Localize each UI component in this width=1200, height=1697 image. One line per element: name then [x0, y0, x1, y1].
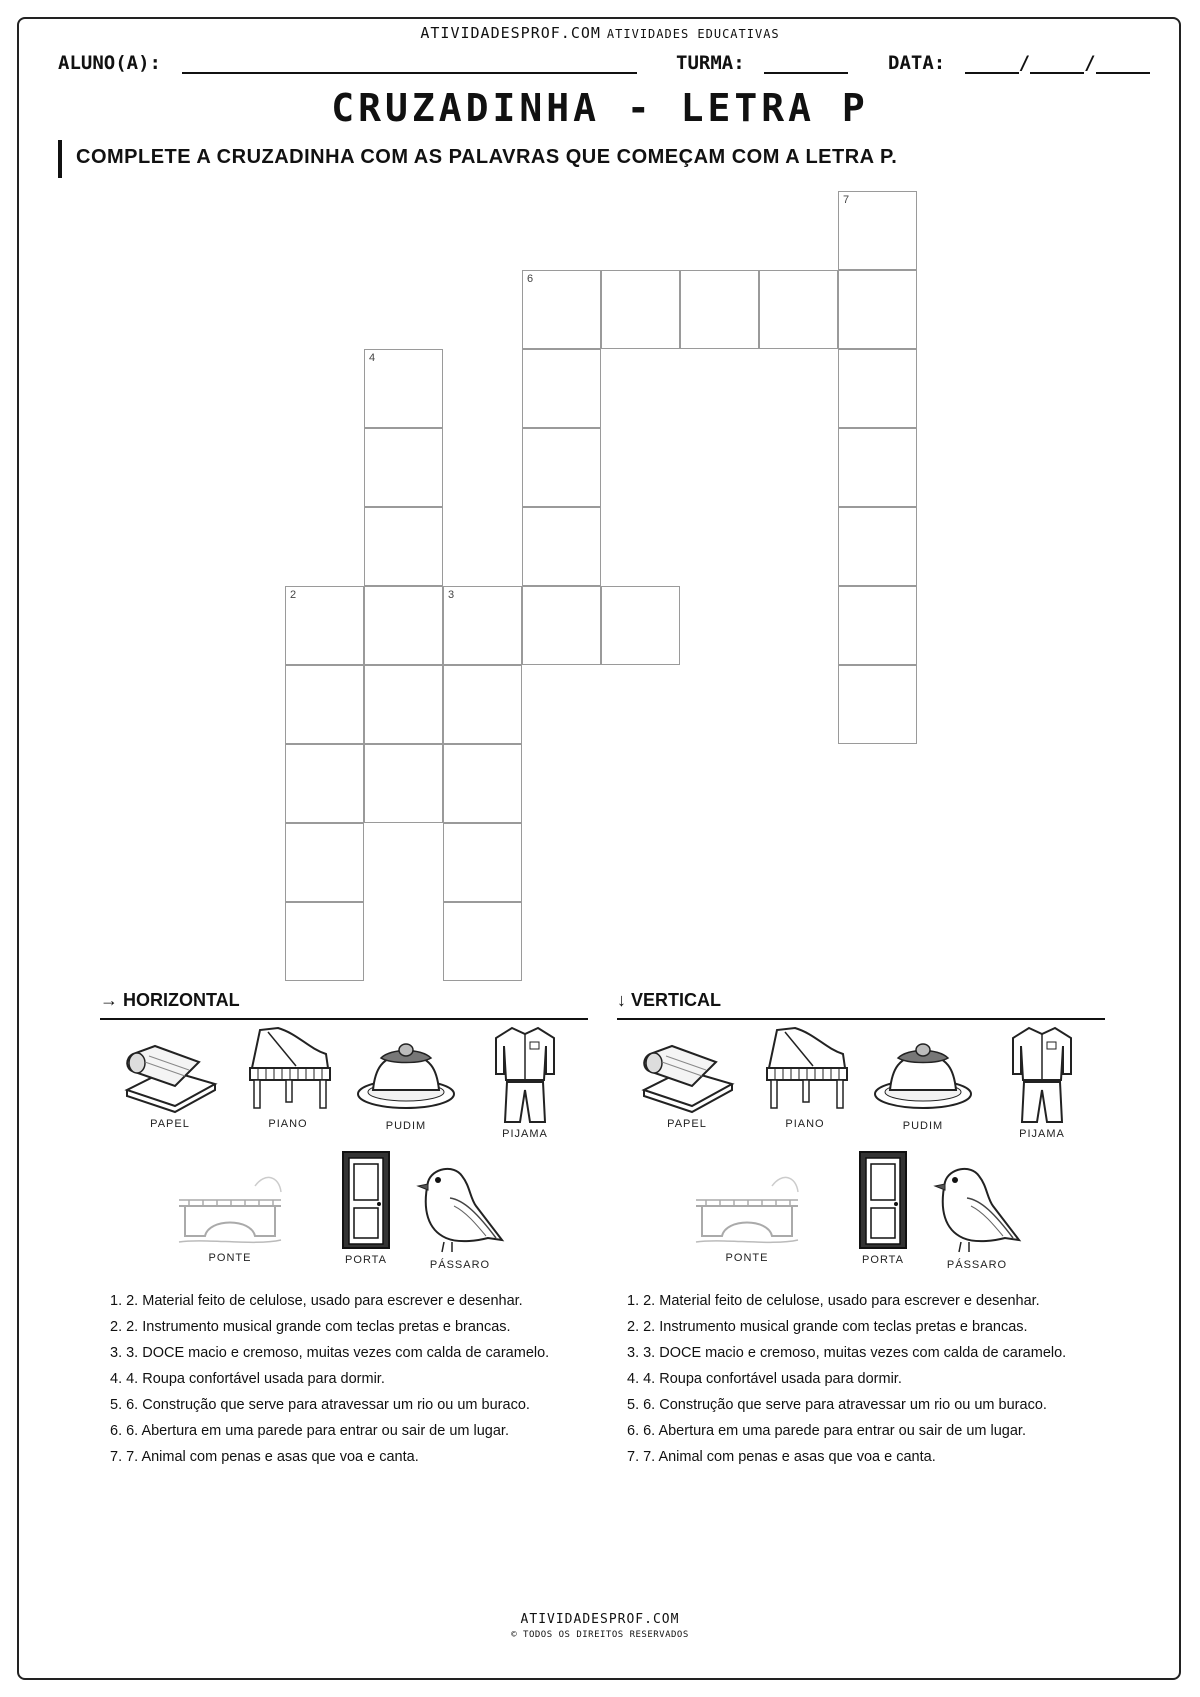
crossword-cell[interactable]: [443, 586, 522, 665]
pajama-icon: [465, 1024, 585, 1124]
footer-site: ATIVIDADESPROF.COM: [520, 1612, 680, 1627]
clue-item: 3. 3. DOCE macio e cremoso, muitas vezes com calda de caramelo.: [110, 1345, 550, 1361]
picture-label: PONTE: [208, 1252, 252, 1264]
aluno-field[interactable]: [58, 52, 637, 74]
crossword-cell[interactable]: [364, 507, 443, 586]
section-horizontal-heading: → HORIZONTAL: [100, 990, 588, 1020]
clue-item: 2. 2. Instrumento musical grande com teclas pretas e brancas.: [627, 1319, 1028, 1335]
crossword-cell[interactable]: [364, 586, 443, 665]
crossword-cell[interactable]: [838, 665, 917, 744]
crossword-cell[interactable]: [680, 270, 759, 349]
picture-card: [110, 1032, 230, 1130]
bird-icon: [917, 1160, 1037, 1255]
site-header: [0, 24, 1200, 42]
clue-item: 7. 7. Animal com penas e asas que voa e canta.: [627, 1449, 936, 1465]
site-subtitle: ATIVIDADES EDUCATIVAS: [606, 27, 780, 41]
crossword-cell[interactable]: [285, 744, 364, 823]
turma-field[interactable]: [676, 52, 848, 74]
picture-label: PÁSSARO: [946, 1259, 1008, 1271]
picture-label: PÁSSARO: [429, 1259, 491, 1271]
clue-item: 4. 4. Roupa confortável usada para dormir.: [627, 1371, 902, 1387]
pudding-icon: [863, 1036, 983, 1116]
clue-item: 5. 6. Construção que serve para atravessar um rio ou um buraco.: [627, 1397, 1047, 1413]
bridge-icon: [687, 1166, 807, 1248]
clue-item: 1. 2. Material feito de celulose, usado para escrever e desenhar.: [627, 1293, 1040, 1309]
turma-label: TURMA:: [676, 52, 745, 74]
paper-roll-icon: [110, 1032, 230, 1114]
picture-label: PUDIM: [902, 1120, 944, 1132]
crossword-cell[interactable]: [522, 586, 601, 665]
crossword-cell[interactable]: [838, 191, 917, 270]
crossword-cell[interactable]: [838, 349, 917, 428]
picture-card: [863, 1036, 983, 1132]
crossword-cell[interactable]: [285, 823, 364, 902]
crossword-cell[interactable]: [838, 507, 917, 586]
picture-card: [228, 1024, 348, 1130]
crossword-cell[interactable]: [443, 665, 522, 744]
clue-item: 7. 7. Animal com penas e asas que voa e canta.: [110, 1449, 419, 1465]
clue-item: 5. 6. Construção que serve para atravessar um rio ou um buraco.: [110, 1397, 530, 1413]
picture-card: [465, 1024, 585, 1140]
crossword-cell[interactable]: [285, 902, 364, 981]
crossword-cell[interactable]: [759, 270, 838, 349]
crossword-cell[interactable]: [838, 428, 917, 507]
crossword-cell[interactable]: [522, 507, 601, 586]
clue-item: 4. 4. Roupa confortável usada para dormir.: [110, 1371, 385, 1387]
picture-card: [170, 1166, 290, 1264]
crossword-cell[interactable]: [443, 744, 522, 823]
crossword-cell[interactable]: [522, 349, 601, 428]
crossword-cell[interactable]: [601, 586, 680, 665]
clue-item: 2. 2. Instrumento musical grande com teclas pretas e brancas.: [110, 1319, 511, 1335]
picture-label: PORTA: [345, 1254, 387, 1266]
picture-label: PIJAMA: [502, 1128, 548, 1140]
date-separator: /: [1084, 52, 1096, 74]
crossword-cell[interactable]: [285, 665, 364, 744]
clue-item: 6. 6. Abertura em uma parede para entrar ou sair de um lugar.: [110, 1423, 509, 1439]
crossword-cell[interactable]: [285, 586, 364, 665]
picture-card: [917, 1160, 1037, 1271]
crossword-cell[interactable]: [443, 823, 522, 902]
pajama-icon: [982, 1024, 1102, 1124]
crossword-cell[interactable]: [838, 586, 917, 665]
footer: [0, 1612, 1200, 1640]
clue-item: 1. 2. Material feito de celulose, usado para escrever e desenhar.: [110, 1293, 523, 1309]
section-vertical-heading: ↓ VERTICAL: [617, 990, 1105, 1020]
site-name: ATIVIDADESPROF.COM: [420, 24, 601, 42]
page-title: CRUZADINHA - LETRA P: [331, 86, 869, 130]
bridge-icon: [170, 1166, 290, 1248]
picture-card: [745, 1024, 865, 1130]
data-field[interactable]: [888, 52, 1150, 74]
picture-label: PAPEL: [150, 1118, 190, 1130]
picture-card: [687, 1166, 807, 1264]
picture-label: PIJAMA: [1019, 1128, 1065, 1140]
crossword-cell[interactable]: [364, 349, 443, 428]
picture-card: [982, 1024, 1102, 1140]
clue-item: 3. 3. DOCE macio e cremoso, muitas vezes com calda de caramelo.: [627, 1345, 1067, 1361]
crossword-cell[interactable]: [364, 665, 443, 744]
cell-number: 2: [290, 589, 297, 601]
cell-number: 4: [369, 352, 376, 364]
crossword-cell[interactable]: [838, 270, 917, 349]
data-label: DATA:: [888, 52, 946, 74]
vertical-clue-list: [627, 1288, 1107, 1470]
clue-item: 6. 6. Abertura em uma parede para entrar ou sair de um lugar.: [627, 1423, 1026, 1439]
instruction-text: COMPLETE A CRUZADINHA COM AS PALAVRAS QUE COMEÇAM COM A LETRA P.: [58, 140, 897, 178]
crossword-cell[interactable]: [364, 428, 443, 507]
picture-label: PUDIM: [385, 1120, 427, 1132]
cell-number: 3: [448, 589, 455, 601]
bird-icon: [400, 1160, 520, 1255]
cell-number: 6: [527, 273, 534, 285]
crossword-cell[interactable]: [601, 270, 680, 349]
picture-label: PONTE: [725, 1252, 769, 1264]
picture-card: [346, 1036, 466, 1132]
horizontal-clue-list: [110, 1288, 590, 1470]
crossword-cell[interactable]: [522, 428, 601, 507]
piano-icon: [228, 1024, 348, 1114]
picture-label: PAPEL: [667, 1118, 707, 1130]
cell-number: 7: [843, 194, 850, 206]
paper-roll-icon: [627, 1032, 747, 1114]
crossword-cell[interactable]: [364, 744, 443, 823]
piano-icon: [745, 1024, 865, 1114]
picture-card: [627, 1032, 747, 1130]
pudding-icon: [346, 1036, 466, 1116]
picture-label: PIANO: [785, 1118, 825, 1130]
aluno-label: ALUNO(A):: [58, 52, 161, 74]
picture-label: PIANO: [268, 1118, 308, 1130]
date-separator: /: [1018, 52, 1031, 74]
picture-label: PORTA: [862, 1254, 904, 1266]
picture-card: [400, 1160, 520, 1271]
footer-rights: © TODOS OS DIREITOS RESERVADOS: [511, 1630, 689, 1640]
crossword-cell[interactable]: [522, 270, 601, 349]
crossword-cell[interactable]: [443, 902, 522, 981]
